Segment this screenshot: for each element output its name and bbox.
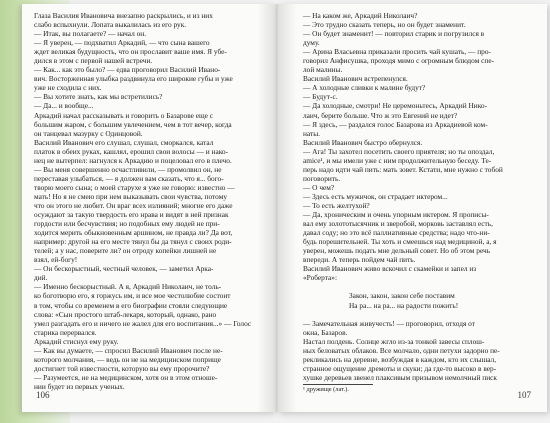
text-line: — Итак, вы полагаете? — начал он. [34,29,147,39]
open-book [10,4,544,418]
text-line: которого молчания, — ведь он не на медицинском поприще [34,354,221,364]
text-line: — Он будет знаменит! — повторил старик и погрузился в [303,29,485,39]
text-line: — Я здесь, — раздался голос Базарова из Аркадиевой ком- [303,119,488,129]
text-line: — Я уверен, — подхватил Аркадий, — что сына вашего [34,38,210,48]
text-line: — Разумеется, не на медицинском, хотя он в этом отноше- [34,372,218,382]
text-line: — То есть желтухой? [303,200,370,210]
text-line: На ра... на ра... на радости пожить! [349,300,459,310]
text-line: — Как... как это было? — едва проговорил Василий Ивано- [34,65,221,75]
text-line: — Как вы думаете, — спросил Василий Иванович после не- [34,345,223,355]
text-line: Аркадий стиснул ему руку. [34,336,119,346]
page-number-right: 107 [517,390,531,400]
text-line: осуждают за такую твердость его нрава и видят в ней признак [34,210,229,220]
text-line: Настал полдень. Солнце жгло из-за тонкой завесы сплош- [303,336,485,346]
text-line: дился в этом с первой нашей встречи. [34,56,153,66]
text-line: давал соду; но это всё паллиативные средства; надо что-ни- [303,228,490,238]
text-line: в том, чтобы со временем в его биографии стояли следующие [34,300,228,310]
text-line: — Да... и вообще... [34,101,94,111]
text-line: вич. Восторженная улыбка раздвинула его широкие губы и уже [34,74,233,84]
text-line: рекликались на деревне, возбуждая в каждом, кто их слышал, [303,354,497,364]
text-line: уже не сходила с них. [34,83,102,93]
text-line: взял, ей-богу! [34,255,78,265]
right-page [277,4,547,412]
text-line: ждет великая будущность, что он прославит ваше имя. Я убе- [34,47,227,57]
text-line: — Ага! Ты захотел посетить своего приятеля; но ты опоздал, [303,146,495,156]
right-page-text [303,11,535,394]
text-line: окна, Базаров. [303,327,348,337]
text-line: будь порешительней. Ты хоть и смеешься над медициной, а, я [303,237,497,247]
text-line: умел разгадать его и ничего не жалел для его воспитания...» — Голос [34,318,252,328]
text-line: — Именно бескорыстный. А я, Аркадий Николаич, не толь- [34,282,222,292]
text-line: например: другой на его месте тянул бы да тянул с своих роди- [34,237,232,247]
text-line: наты. [303,128,320,138]
text-line: — Будут-с. [303,92,338,102]
text-line: — Здесь есть мужичок, он страдает иктером... [303,191,448,201]
text-line: достигнет той известности, которую вы ему пророчите? [34,363,210,373]
text-line: он танцевал мазурку с Одинцовой. [34,128,143,138]
text-line: говорил Анфисушка, проходя мимо с огромным блюдом спе- [303,56,495,66]
text-line: нии будет из первых ученых. [34,381,125,391]
footnote: ¹ дружище (лат.). [303,385,349,393]
text-line: — Да, хроническим и очень упорным иктером. Я прописы- [303,210,489,220]
text-line: перь надо идти чай пить: мать зовет. Кстати, мне нужно с тобой [303,164,503,174]
text-line: слова: «Сын простого штаб-лекаря, который, однако, рано [34,309,217,319]
text-line: впереди. А теперь пойдем чай пить. [303,255,416,265]
text-line: Василий Иванович быстро обернулся. [303,137,423,147]
text-line: Глаза Василия Ивановича внезапно раскрылись, и из них [34,11,213,20]
text-line: странное ощущение дремоты и скуки; да где-то высоко в вер- [303,363,497,373]
text-line: вал ему золототысячник и зверобой, морковь заставлял есть, [303,219,493,229]
text-line: — На каком же, Аркадий Николаич? [303,11,418,20]
text-line: гордости или бесчувствия; но подобных ему людей не при- [34,219,220,229]
footnote-rule [303,384,373,385]
text-line: переставая улыбаться, — я должен вам сказать, что я... бого- [34,173,224,183]
text-line: — Арина Власьевна приказали просить чай кушать, — про- [303,47,491,57]
text-line: творю моего сына; о моей старухе я уже не говорю: известно — [34,182,235,192]
text-line: думу. [303,38,320,48]
text-line: — А холодные сливки к малине будут? [303,83,426,93]
page-number-left: 106 [36,390,50,400]
text-line: — Вы хотите знать, как мы встретились? [34,92,163,102]
text-line: уверен, можешь подать мне дельный совет. Но об этом речь [303,246,491,256]
text-line: — Да холодные, смотри! Не церемоньтесь, Аркадий Нико- [303,101,488,111]
left-page [22,4,277,412]
text-line: ных беловатых облаков. Все молчало, одни петухи задорно пе- [303,345,500,355]
text-line: слабо вспыхнули. Лопата выкалилась из его рук. [34,20,187,30]
text-line: большим жаром, с большим увлечением, чем в тот вечер, когда [34,119,232,129]
text-line: — Он бескорыстный, честный человек, — заметил Арка- [34,264,214,274]
text-line: Василий Иванович живо вскочил с скамейки и запел из [303,264,477,274]
text-line: нец не вытерпел: нагнулся к Аркадию и поцеловал его в плечо. [34,155,232,165]
text-line: Василий Иванович его слушал, слушал, сморкался, катал [34,137,214,147]
text-line: лой малины. [303,65,343,75]
text-line: Василий Иванович встрепенулся. [303,74,408,84]
text-line: лаич, берите больше. Что ж это Евгений не идет? [303,110,458,120]
text-line: — Это трудно сказать теперь, но он будет знаменит. [303,20,466,30]
text-line: amice¹, и мы имели уже с ним продолжительную беседу. Те- [303,155,492,165]
text-line: ко боготворю его, я горжусь им, и все мое честолюбие состоит [34,291,231,301]
text-line: дий. [34,273,48,283]
text-line: — Вы меня совершенно осчастливили, — промолвил он, не [34,164,222,174]
text-line: Закон, закон, закон себе поставим [349,291,455,301]
text-line: телей; а у нас, поверите ли? он отроду копейки лишней не [34,246,217,256]
text-line: что он этого не любит. Он враг всех излияний; многие его даже [34,200,233,210]
text-line: Аркадий начал рассказывать и говорить о Базарове еще с [34,110,214,120]
text-line: «Роберта»: [303,273,337,283]
text-line: — О чем? [303,182,335,192]
text-line: старика перервался. [34,327,97,337]
left-page-text [34,11,260,391]
text-line: мать! Но я не смею при нем выказывать свои чувства, потому [34,191,228,201]
text-line: платок в обеих руках, кашлял, ерошил свои волосы — и нако- [34,146,229,156]
text-line: хушке деревьев звенел плаксивым призывом немолчный писк [303,372,497,382]
text-line: — Замечательная живучесть! — проговорил, отходя от [303,318,475,328]
text-line [303,282,535,291]
text-line: ходится мерить обыкновенным аршином, не правда ли? Да вот, [34,228,233,238]
text-line: поговорить. [303,173,341,183]
text-line [303,310,535,319]
